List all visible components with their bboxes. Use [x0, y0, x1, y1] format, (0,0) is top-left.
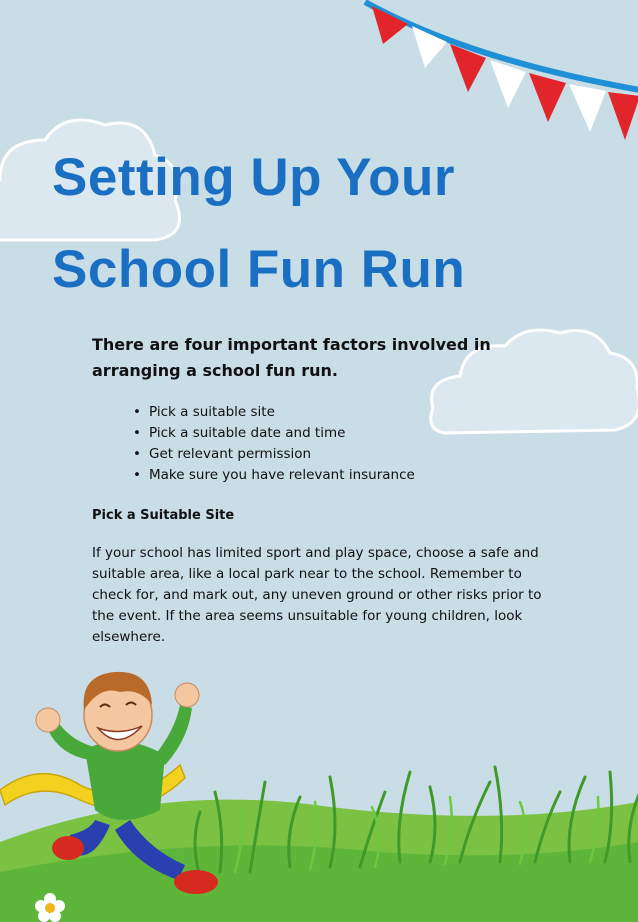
intro-text: There are four important factors involved in arranging a school fun run.	[92, 335, 491, 380]
list-item: • Get relevant permission	[149, 444, 552, 465]
daisy-flower	[35, 893, 65, 922]
page-title	[52, 132, 465, 316]
running-boy-illustration	[0, 660, 240, 922]
section-paragraph: If your school has limited sport and play space, choose a safe and suitable area, like a local park near to the school. Remember to check for, and mark out, any uneven ground or other risks prior to the event. If the area seems unsuitable for young children, look elsewhere.	[92, 545, 542, 645]
title-line-1: Setting Up Your	[52, 148, 456, 207]
factors-list	[92, 402, 552, 486]
list-item: • Pick a suitable site	[149, 402, 552, 423]
section-heading: Pick a Suitable Site	[92, 508, 235, 523]
list-item: • Pick a suitable date and time	[149, 423, 552, 444]
bunting-flags	[0, 0, 638, 150]
list-item: • Make sure you have relevant insurance	[149, 465, 552, 486]
article-body	[92, 332, 552, 648]
title-line-2: School Fun Run	[52, 240, 466, 299]
